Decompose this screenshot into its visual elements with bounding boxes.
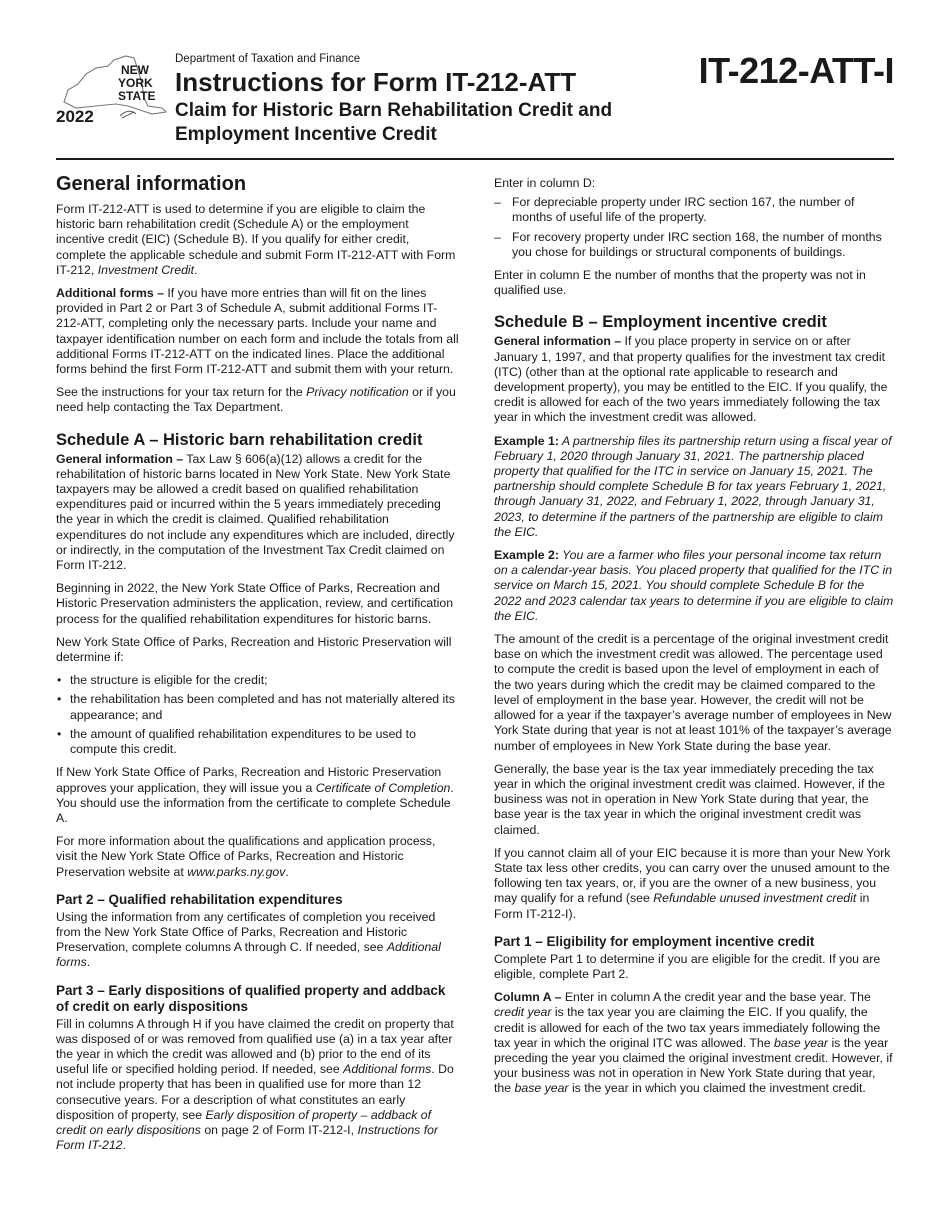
list-item: • the amount of qualified rehabilitation expenditures to be used to compute this credit. [56, 727, 459, 757]
part-1-paragraph: Complete Part 1 to determine if you are eligible for the credit. If you are eligible, complete Part 2. [494, 951, 881, 981]
general-information-heading: General information [56, 173, 247, 195]
example-1-paragraph: Example 1: A partnership files its partnership return using a fiscal year of February 1, 2020 through January 31, 2021. The partnership placed property that qualified for the ITC in service on January 15, 2021. The partnership should complete Schedule B for tax years February 1, 2021, through January 31, 2022, and February 1, 2022, through January 31, 2023, to determine if the partners of the partnership are eligible to claim the EIC. [494, 433, 892, 539]
privacy-paragraph: See the instructions for your tax return for the Privacy notification or if you need help contacting the Tax Department. [56, 385, 456, 415]
website-paragraph: For more information about the qualifications and application process, visit the New York State Office of Parks, Recreation and Historic Preservation website at www.parks.ny.gov. [56, 834, 436, 879]
right-column [494, 176, 894, 1105]
subtitle-line-1: Claim for Historic Barn Rehabilitation Credit and [175, 100, 613, 121]
page-header [56, 50, 894, 160]
part-1-heading: Part 1 – Eligibility for employment incentive credit [494, 933, 815, 949]
general-information-paragraph: Form IT-212-ATT is used to determine if you are eligible to claim the historic barn rehabilitation credit (Schedule A) or the employment incentive credit (EIC) (Schedule B). If you qualify for either credit, complete the applicable schedule and submit Form IT-212-ATT with Form IT-212, Investment Credit. [56, 202, 456, 277]
column-a-paragraph: Column A – Enter in column A the credit year and the base year. The credit year is the tax year you are claiming the EIC. If you qualify, the credit is allowed for each of the two tax years immediately following the tax year in which the original ITC was allowed. The base year is the year preceding the year you claimed the original investment credit. However, if your business was not in operation in New York State during that year, the base year is the year in which you claimed the investment credit. [494, 990, 893, 1096]
page-title: Instructions for Form IT-212-ATT [175, 67, 577, 97]
part-2-paragraph: Using the information from any certificates of completion you received from the New York State Office of Parks, Recreation and Historic Preservation, complete columns A through C. If needed, see Additional forms. [56, 909, 441, 970]
logo-word-york: YORK [118, 76, 153, 90]
example-2-paragraph: Example 2: You are a farmer who files your personal income tax return on a calendar-year basis. You placed property that qualified for the ITC in service on March 15, 2021. You should complete Schedule B for the 2022 and 2023 calendar tax years to determine if you are eligible to claim the EIC. [494, 548, 894, 623]
list-item: – For recovery property under IRC section 168, the number of months you chose for buildings or structural components of buildings. [494, 230, 894, 260]
list-item: – For depreciable property under IRC section 167, the number of months of useful life of the property. [494, 195, 894, 225]
schedule-a-general-info: General information – Tax Law § 606(a)(12) allows a credit for the rehabilitation of historic barns located in New York State. New York State taxpayers may be allowed a credit based on qualified rehabilitation expenditures paid or incurred within the 5 years immediately preceding the year in which the credit is claimed. Qualified rehabilitation expenditures do not include any expenditures which are included, directly or indirectly, in the computation of the Investment Tax Credit claimed on Form IT-212. [56, 451, 455, 573]
credit-amount-paragraph: The amount of the credit is a percentage of the original investment credit base on which the investment credit was allowed. The percentage used to compute the credit is based upon the level of employment in each of the two years during which the credit may be claimed compared to the level of employment in the base year. However, the credit will not be allowed for a year if the taxpayer’s average number of employees in New York State during that year is not at least 101% of the taxpayer’s average number of employees in New York State during the base year. [494, 632, 892, 753]
schedule-b-heading: Schedule B – Employment incentive credit [494, 313, 827, 332]
determination-list [56, 673, 459, 757]
column-e-paragraph: Enter in column E the number of months that the property was not in qualified use. [494, 268, 866, 298]
subtitle-line-2: Employment Incentive Credit [175, 124, 437, 145]
list-item: • the rehabilitation has been completed and has not materially altered its appearance; and [56, 692, 459, 722]
column-d-intro: Enter in column D: [494, 176, 596, 190]
department-name: Department of Taxation and Finance [175, 53, 361, 65]
left-column [56, 172, 459, 1161]
new-york-state-logo [56, 50, 168, 126]
parks-website-link[interactable]: www.parks.ny.gov [187, 864, 286, 879]
part-3-heading: Part 3 – Early dispositions of qualified property and addback of credit on early dispositions [56, 982, 446, 1014]
year-label: 2022 [56, 107, 94, 126]
part-2-heading: Part 2 – Qualified rehabilitation expenditures [56, 891, 343, 907]
logo-word-state: STATE [118, 89, 156, 103]
schedule-a-paragraph-3: New York State Office of Parks, Recreation and Historic Preservation will determine if: [56, 634, 452, 665]
part-3-paragraph: Fill in columns A through H if you have claimed the credit on property that was disposed of or was removed from qualified use (a) in a tax year after the year in which the credit was allowed and (b) prior to the end of its useful life or specified holding period. If needed, see Additional forms. Do not include property that has been in qualified use for more than 12 consecutive years. For a description of what constitutes an early disposition of property, see Early disposition of property – addback of credit on early dispositions on page 2 of Form IT-212-I, Instructions for Form IT-212. [56, 1016, 454, 1153]
schedule-b-general-info: General information – If you place property in service on or after January 1, 1997, and that property qualifies for the investment tax credit (ITC) (other than at the optional rate applicable to research and development property), you may be entitled to the EIC. If you qualify, the credit is allowed for each of the two years immediately following the tax year in which the investment credit was allowed. [494, 334, 888, 425]
base-year-paragraph: Generally, the base year is the tax year immediately preceding the tax year in which the original investment credit was claimed. However, if the business was not in operation in New York State during that year, the base year is the tax year in which the original investment credit was claimed. [494, 761, 885, 837]
additional-forms-paragraph: Additional forms – If you have more entries than will fit on the lines provided in Part 2 or Part 3 of Schedule A, submit additional Forms IT-212-ATT, completing only the necessary parts. Include your name and taxpayer identification number on each form and include the totals from all additional Forms IT-212-ATT on the indicated lines. Place the additional forms behind the first Form IT-212-ATT and submit them with your return. [56, 286, 459, 377]
list-item: • the structure is eligible for the credit; [56, 673, 459, 688]
schedule-a-paragraph-2: Beginning in 2022, the New York State Office of Parks, Recreation and Historic Preservation administers the application, review, and certification process for the qualified rehabilitation expenditures for historic barns. [56, 581, 454, 626]
certificate-paragraph: If New York State Office of Parks, Recreation and Historic Preservation approves your application, they will issue you a Certificate of Completion. You should use the information from the certificate to complete Schedule A. [56, 765, 454, 825]
schedule-a-heading: Schedule A – Historic barn rehabilitation credit [56, 430, 423, 449]
logo-word-new: NEW [121, 63, 149, 77]
form-number: IT-212-ATT-I [698, 50, 894, 91]
carryover-paragraph: If you cannot claim all of your EIC because it is more than your New York State tax less other credits, you can carry over the unused amount to the following ten tax years, or, if you are the owner of a new business, you may qualify for a refund (see Refundable unused investment credit in Form IT-212-I). [494, 845, 891, 921]
column-d-list [494, 195, 894, 260]
page-subtitle [175, 99, 715, 147]
